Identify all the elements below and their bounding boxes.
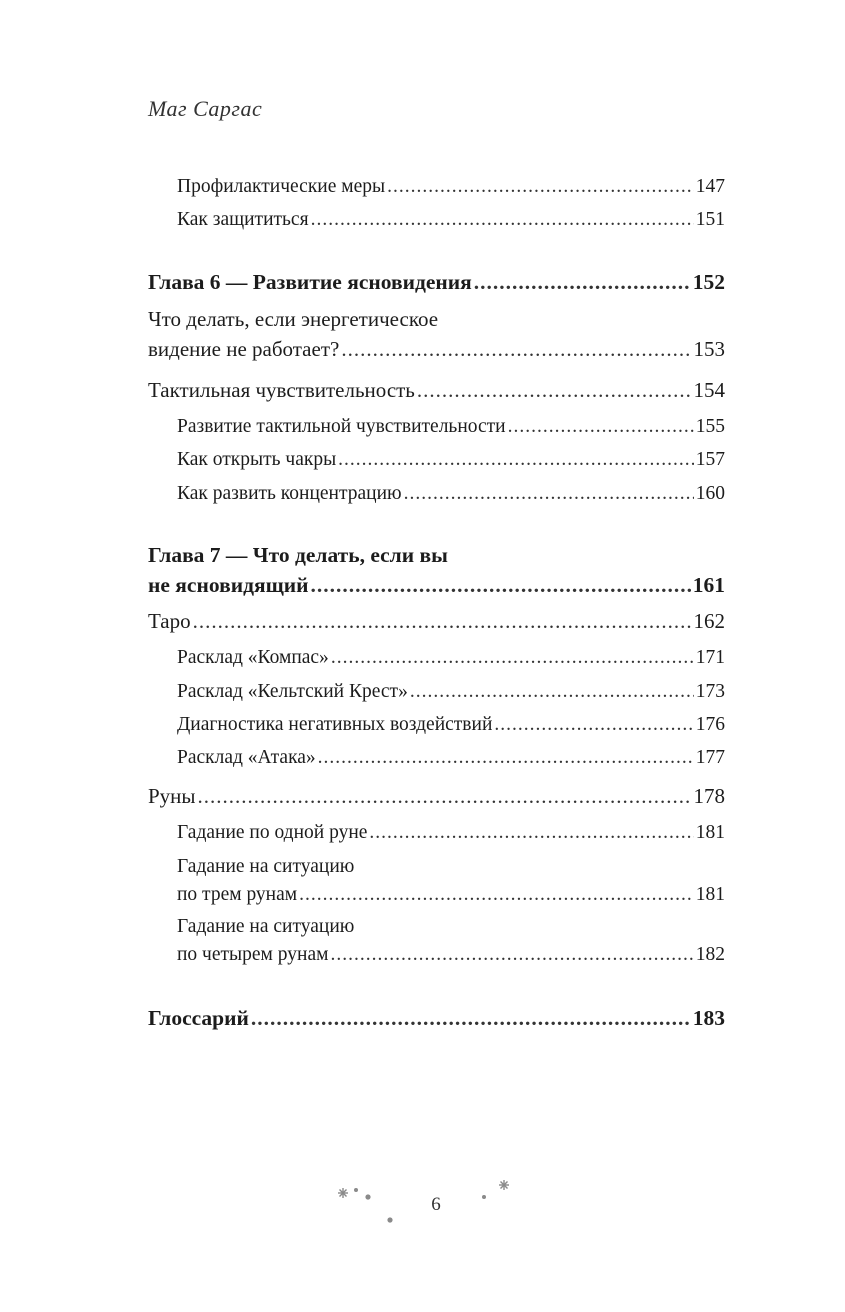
toc-entry-title: Гадание по одной руне: [177, 822, 368, 843]
toc-entry-title: не ясновидящий: [148, 573, 309, 597]
toc-chapter-entry[interactable]: [148, 1005, 725, 1031]
toc-entry-title: Глава 6 — Развитие ясновидения: [148, 270, 472, 294]
star-ornament-icon: [338, 1188, 348, 1198]
toc-entry-page: 177: [695, 747, 725, 768]
toc-entry-title: Диагностика негативных воздействий: [177, 714, 493, 735]
toc-entry-page: 161: [692, 573, 725, 597]
toc-entry[interactable]: [177, 414, 725, 440]
dot-leader: [387, 174, 694, 200]
dot-leader: [311, 207, 694, 233]
dot-leader: [404, 481, 694, 507]
dot-ornament-icon: [387, 1217, 392, 1222]
toc-entry-page: 162: [693, 609, 725, 633]
toc-entry-title: Тактильная чувствительность: [148, 378, 415, 402]
dot-leader: [331, 645, 694, 671]
toc-entry-title: по трем рунам: [177, 884, 298, 905]
dot-leader: [417, 377, 692, 403]
toc-entry[interactable]: [177, 942, 725, 968]
dot-leader: [299, 882, 694, 908]
dot-leader: [198, 783, 692, 809]
toc-entry-page: 151: [695, 209, 725, 230]
dot-leader: [341, 336, 691, 362]
toc-entry-page: 157: [695, 449, 725, 470]
toc-entry[interactable]: [177, 820, 725, 846]
toc-entry-page: 152: [692, 270, 725, 294]
toc-entry-title: Как развить концентрацию: [177, 483, 402, 504]
toc-entry-title: Таро: [148, 609, 191, 633]
toc-entry-title: видение не работает?: [148, 337, 340, 361]
toc-entry-title-line[interactable]: Что делать, если энергетическое: [148, 307, 439, 331]
star-ornament-icon: [499, 1180, 509, 1190]
toc-chapter-entry[interactable]: [148, 572, 725, 598]
toc-entry-title: Развитие тактильной чувствительности: [177, 416, 506, 437]
toc-entry[interactable]: [148, 608, 725, 634]
page-number: 6: [431, 1194, 441, 1215]
toc-entry[interactable]: [177, 481, 725, 507]
toc-entry-title: Профилактические меры: [177, 176, 386, 197]
dot-leader: [369, 820, 693, 846]
toc-entry[interactable]: [148, 377, 725, 403]
toc-entry-title: Расклад «Кельтский Крест»: [177, 681, 408, 702]
toc-entry-title: Расклад «Атака»: [177, 747, 316, 768]
dot-leader: [474, 269, 691, 295]
toc-entry-page: 160: [695, 483, 725, 504]
toc-entry-title-line[interactable]: Гадание на ситуацию: [177, 916, 355, 937]
toc-entry-page: 176: [695, 714, 725, 735]
running-header: Маг Саргас: [148, 96, 263, 121]
dot-leader: [193, 608, 692, 634]
toc-entry[interactable]: [177, 174, 725, 200]
toc-entry-title: Как защититься: [177, 209, 309, 230]
toc-entry-page: 173: [695, 681, 725, 702]
toc-entry-page: 182: [695, 944, 725, 965]
toc-entry-title: Глоссарий: [148, 1006, 249, 1030]
page-footer: [0, 1170, 845, 1230]
dot-ornament-icon: [354, 1188, 358, 1192]
dot-leader: [318, 745, 694, 771]
dot-ornament-icon: [482, 1195, 486, 1199]
toc-entry-page: 183: [692, 1006, 725, 1030]
toc-entry-page: 181: [695, 822, 725, 843]
toc-entry-title: Руны: [148, 784, 196, 808]
toc-entry-page: 178: [693, 784, 725, 808]
toc-entry[interactable]: [177, 645, 725, 671]
toc-entry[interactable]: [177, 745, 725, 771]
toc-entry-page: 154: [693, 378, 725, 402]
toc-entry[interactable]: [177, 447, 725, 473]
toc-entry-page: 171: [695, 647, 725, 668]
toc-entry-title: Расклад «Компас»: [177, 647, 329, 668]
dot-leader: [410, 679, 694, 705]
toc-entry[interactable]: [177, 882, 725, 908]
dot-leader: [251, 1005, 691, 1031]
toc-entry-title: Как открыть чакры: [177, 449, 337, 470]
dot-leader: [338, 447, 694, 473]
toc-chapter-entry[interactable]: [148, 269, 725, 295]
toc-entry[interactable]: [148, 336, 725, 362]
toc-chapter-title-line[interactable]: Глава 7 — Что делать, если вы: [148, 543, 448, 567]
toc-entry-page: 147: [695, 176, 725, 197]
toc-entry[interactable]: [148, 783, 725, 809]
toc-entry[interactable]: [177, 207, 725, 233]
dot-leader: [508, 414, 694, 440]
toc-entry-title: по четырем рунам: [177, 944, 329, 965]
dot-leader: [330, 942, 693, 968]
toc-entry[interactable]: [177, 712, 725, 738]
toc-entry[interactable]: [177, 679, 725, 705]
toc-entry-page: 181: [695, 884, 725, 905]
toc-entry-title-line[interactable]: Гадание на ситуацию: [177, 856, 355, 877]
toc-entry-page: 155: [695, 416, 725, 437]
dot-leader: [311, 572, 691, 598]
toc-entry-page: 153: [693, 337, 725, 361]
dot-ornament-icon: [365, 1194, 370, 1199]
dot-leader: [494, 712, 693, 738]
